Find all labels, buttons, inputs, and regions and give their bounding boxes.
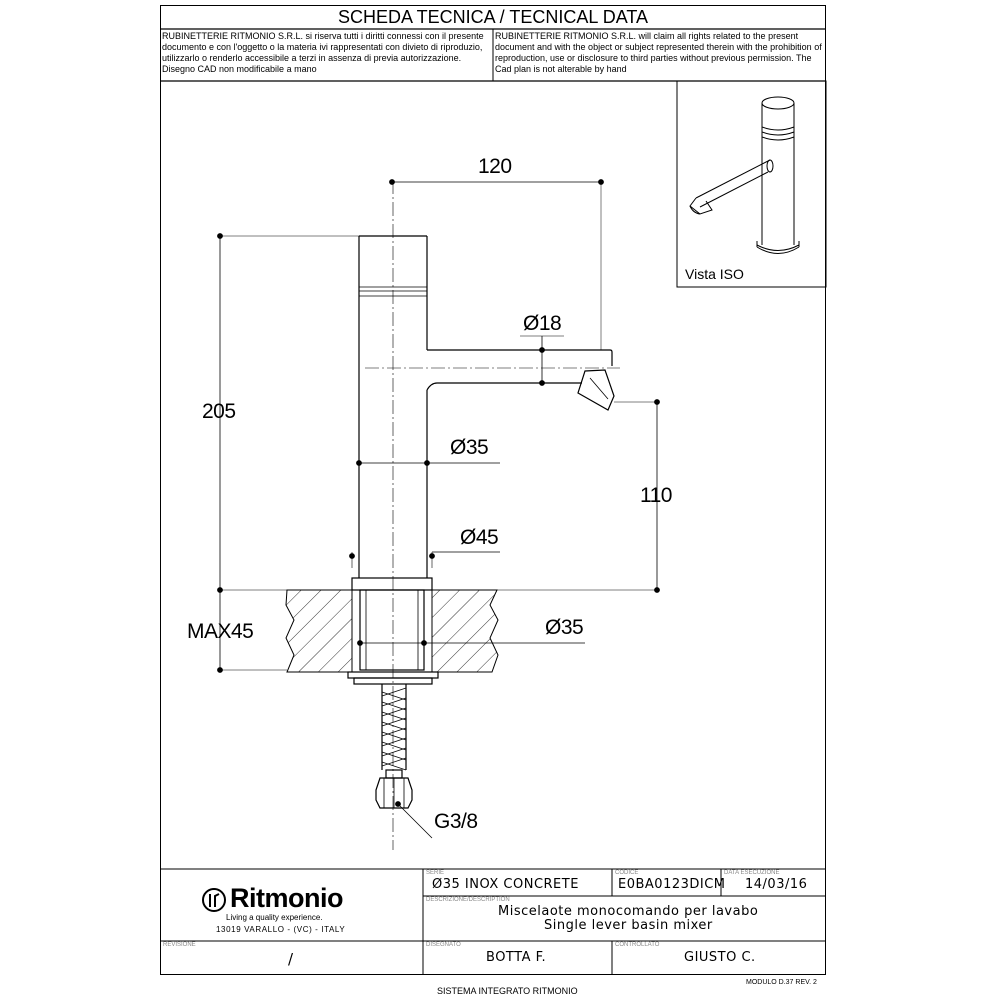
iso-view [677,81,826,287]
faucet-side-view [348,236,614,808]
disclaimer-english: RUBINETTERIE RITMONIO S.R.L. will claim all rights related to the present document and with the object or subject represented therein with the prohibition of reproduction, use or disclosure to third parties without previous permission. The Cad plan is not alterable by hand [495,31,822,74]
date-label: DATA ESECUZIONE [724,870,780,876]
checker-label: CONTROLLATO [615,942,660,948]
dim-max-deck: MAX45 [187,620,254,643]
logo-tagline: Living a quality experience. [226,913,323,922]
revision-value: / [288,950,294,968]
dim-hose-thread: G3/8 [434,810,478,833]
logo-wordmark: Ritmonio [230,883,343,913]
sheet-title: SCHEDA TECNICA / TECNICAL DATA [337,7,649,27]
ritmonio-logo-icon [203,889,225,911]
revision-label: REVISIONE [163,942,196,948]
footer-system: SISTEMA INTEGRATO RITMONIO [437,986,578,996]
disclaimer-italian: RUBINETTERIE RITMONIO S.R.L. si riserva tutti i diritti connessi con il presente documento e con l'oggetto o la materia ivi rappresentati con divieto di riproduzio, utilizzarlo o renderlo accessibile a terzi in assenza di previa autorizzazione. Disegno CAD non modificabile a mano [162,31,484,74]
description-label: DESCRIZIONE/DESCRIPTION [426,897,510,903]
series-value: Ø35 INOX CONCRETE [432,877,579,892]
dimension-lines [218,180,660,839]
code-value: E0BA0123DICM [618,877,726,892]
date-value: 14/03/16 [745,877,808,892]
dim-spout-diameter: Ø18 [523,312,562,335]
deck-section [286,590,498,672]
dim-spout-reach: 120 [478,155,512,178]
dim-base-diameter: Ø45 [460,526,499,549]
dim-body-diameter: Ø35 [450,436,489,459]
iso-view-label: Vista ISO [685,266,744,282]
description-english: Single lever basin mixer [544,918,713,933]
dim-shank-diameter: Ø35 [545,616,584,639]
description-italian: Miscelaote monocomando per lavabo [498,904,759,919]
designer-value: BOTTA F. [486,950,547,965]
company-address: 13019 VARALLO - (VC) - ITALY [216,925,346,934]
designer-label: DISEGNATO [426,942,461,948]
series-label: SERIE [426,870,445,876]
dim-spout-height: 110 [640,484,672,507]
code-label: CODICE [615,870,639,876]
footer-module: MODULO D.37 REV. 2 [746,979,817,986]
dim-total-height: 205 [202,400,236,423]
checker-value: GIUSTO C. [684,950,756,965]
